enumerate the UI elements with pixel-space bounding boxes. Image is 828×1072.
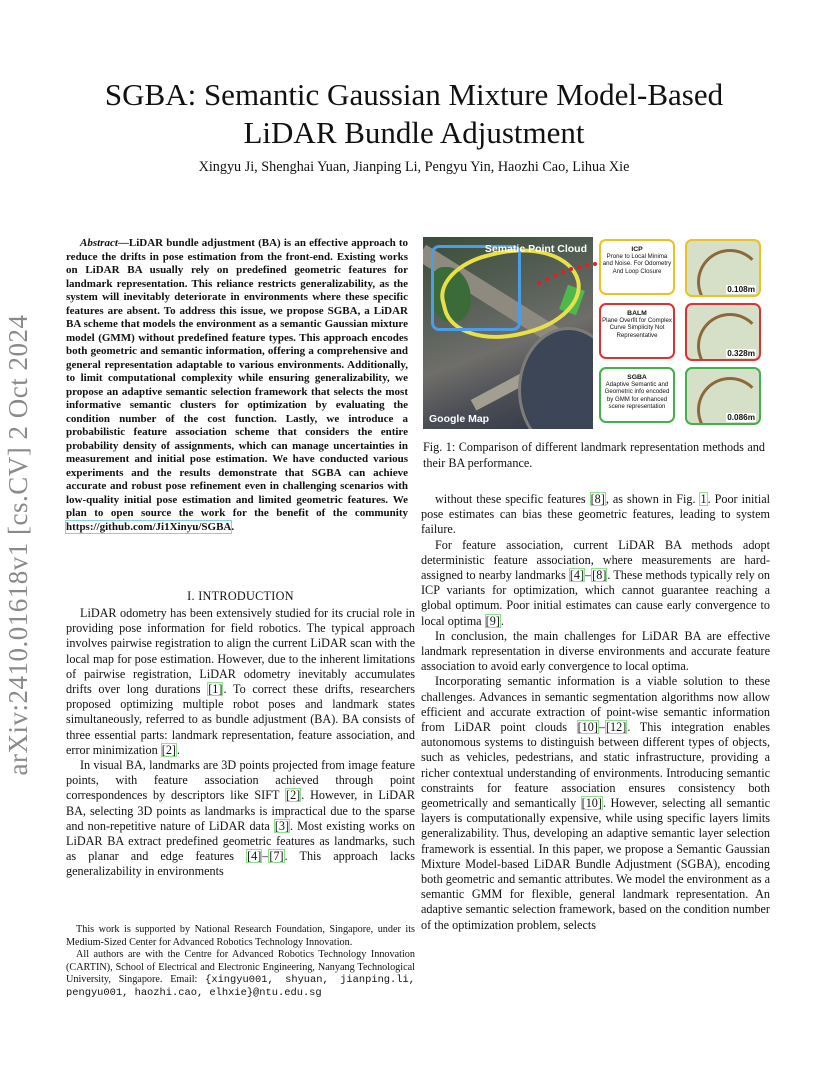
section-numeral: I. [187, 589, 199, 603]
paragraph-text: , as shown in Fig. [605, 492, 700, 506]
paragraph-text: . [176, 742, 181, 757]
citation-link[interactable]: [8] [590, 492, 605, 506]
citation-link[interactable]: [4] [247, 849, 262, 864]
footnote-emails: {xingyu001, shyuan, jianping.li, pengyu001, haozhi.cao, elhxie}@ntu.edu.sg [66, 974, 415, 999]
paragraph [421, 629, 770, 675]
paragraph-text: . However, in LiDAR BA, selecting 3D points as landmarks is impractical due to the sparse and non-repetitive nature of LiDAR data [66, 788, 415, 833]
panel-sgba-title: SGBA [627, 374, 647, 381]
citation-link[interactable]: [7] [269, 849, 284, 864]
citation-link[interactable]: [2] [161, 742, 176, 757]
figure-1 [423, 237, 765, 429]
abstract-text: —LiDAR bundle adjustment (BA) is an effective approach to reduce the drifts in pose estimation from the front-end. Existing works on LiDAR BA usually rely on predefined geometric features for landmark representation. This reliance restricts generalizability, as the system will inevitably deteriorate in environments where these specific features are absent. To address this issue, we propose SGBA, a LiDAR BA scheme that models the environment as a semantic Gaussian mixture model (GMM) without predefined feature types. This approach encodes both geometric and semantic information, offering a comprehensive and general representation adaptable to various environments. Additionally, to limit computational complexity while ensuring generalizability, we propose an adaptive semantic selection framework that selects the most informative semantic clusters for optimization by evaluating the condition number of the cost function. Lastly, we introduce a probabilistic feature association scheme that considers the entire probability density of assignments, which can manage uncertainties in measurement and initial pose estimation. We have conducted various experiments and the results demonstrate that SGBA can achieve accurate and robust pose refinement even in challenging scenarios with low-quality initial pose estimation and limited geometric features. We plan to open source the work for the benefit of the community [66, 237, 408, 519]
footnote-affiliation [66, 949, 415, 999]
footnote-affiliation-text: All authors are with the Centre for Advanced Robotics Technology Innovation (CARTIN), School of Electrical and Electronic Engineering, Nanyang Technological University, Singapore. Email: [66, 949, 415, 986]
panel-balm-view [685, 303, 761, 361]
paragraph-text: LiDAR odometry has been extensively studied for its crucial role in providing pose information for field robotics. The typical approach involves pairwise registration to align the current LiDAR scan with the local map for pose estimation. However, due to the inherent limitations of pairwise registration, LiDAR odometry inevitably accumulates drifts over long durations [66, 606, 415, 697]
citation-link[interactable]: [1] [208, 682, 223, 697]
paragraph [66, 758, 415, 880]
left-column-body [66, 606, 415, 880]
panel-sgba-desc: Adaptive Semantic and Geometric info encoded by GMM for enhanced scene representation [604, 381, 670, 410]
panel-sgba-text [599, 367, 675, 423]
abstract-label: Abstract [80, 237, 118, 249]
panel-icp-error: 0.108m [727, 285, 755, 294]
citation-link[interactable]: [10] [581, 796, 602, 811]
paragraph [66, 606, 415, 758]
panel-balm-error: 0.328m [727, 349, 755, 358]
panel-icp [597, 239, 763, 299]
panel-balm-text [599, 303, 675, 359]
panel-balm-desc: Plane Overfit for Complex Curve Simplicity Not Representative [602, 317, 672, 339]
citation-link[interactable]: [3] [274, 818, 290, 833]
paragraph-text: . This integration enables autonomous systems to distinguish between different types of objects, such as vehicles, pedestrians, and static infrastructure, providing a richer contextual understanding of environments. Introducing semantic constraints for feature association ensures consistency both geometrically and semantically [421, 720, 770, 811]
section-heading-introduction [66, 589, 415, 604]
footnote [66, 924, 415, 1000]
citation-link[interactable]: [2] [286, 788, 301, 803]
paragraph-text: Incorporating semantic information is a viable solution to these challenges. Advances in semantic segmentation algorithms now allow efficient and accurate extraction of point-wise semantic information from LiDAR point clouds [421, 674, 770, 735]
semantic-point-cloud-label: Sematic Point Cloud [484, 243, 587, 255]
citation-link[interactable]: [8] [592, 568, 607, 583]
panel-sgba [597, 367, 763, 427]
paragraph-text: without these specific features [435, 492, 590, 506]
paper-title [60, 76, 768, 152]
paragraph-text: . These methods typically rely on ICP variants for optimization, which cannot guarantee reaching a global optimum. Poor initial estimates can cause early convergence to local optima [421, 568, 770, 628]
paragraph [421, 538, 770, 629]
paragraph-text: – [585, 568, 592, 583]
panel-sgba-error: 0.086m [727, 413, 755, 422]
paragraph-text: In visual BA, landmarks are 3D points projected from image feature points, with feature association achieved through point correspondences by descriptors like SIFT [66, 758, 415, 803]
panel-icp-desc: Prone to Local Minima and Noise. For Odometry And Loop Closure [602, 253, 672, 275]
panel-balm [597, 303, 763, 363]
paragraph-text: For feature association, current LiDAR BA methods adopt deterministic feature association, where measurements are hard-assigned to nearby landmarks [421, 537, 770, 583]
title-line-2: LiDAR Bundle Adjustment [243, 115, 585, 150]
paragraph-text: . Poor initial pose estimates can bias these geometric features, leading to system failure. [421, 492, 770, 537]
figure-caption: Fig. 1: Comparison of different landmark representation methods and their BA performance. [423, 440, 765, 470]
paragraph-text: . This approach lacks generalizability in environments [66, 849, 415, 879]
section-title-rest: NTRODUCTION [202, 589, 294, 603]
building-roof [518, 327, 593, 429]
footnote-funding: This work is supported by National Research Foundation, Singapore, under its Medium-Sized Center for Advanced Robotics Technology Innovation. [66, 924, 415, 948]
paragraph-text: . Most existing works on LiDAR BA extract predefined geometric features as landmarks, such as planar and edge features [66, 818, 415, 864]
github-link[interactable]: https://github.com/Ji1Xinyu/SGBA [66, 520, 232, 533]
title-line-1: SGBA: Semantic Gaussian Mixture Model-Based [104, 77, 724, 112]
paragraph-text: – [598, 720, 605, 735]
abstract [66, 237, 408, 534]
citation-link[interactable]: [12] [606, 720, 627, 735]
paragraph [421, 674, 770, 932]
citation-link[interactable]: [9] [485, 613, 500, 628]
abstract-end: . [231, 520, 235, 533]
selection-box [431, 245, 521, 331]
panel-icp-text [599, 239, 675, 295]
right-column-body [421, 492, 770, 933]
panel-balm-title: BALM [627, 310, 647, 317]
citation-link[interactable]: 1 [700, 492, 707, 506]
citation-link[interactable]: [4] [569, 568, 585, 583]
arxiv-identifier: arXiv:2410.01618v1 [cs.CV] 2 Oct 2024 [3, 314, 33, 776]
paragraph-text: . [500, 613, 504, 628]
paragraph-text: . To correct these drifts, researchers proposed optimizing multiple robot poses and landmark states simultaneously, referred to as bundle adjustment (BA). BA consists of three essential parts: landmark representation, feature association, and error minimization [66, 682, 415, 757]
google-map-label: Google Map [429, 413, 490, 425]
author-list: Xingyu Ji, Shenghai Yuan, Jianping Li, Pengyu Yin, Haozhi Cao, Lihua Xie [198, 159, 630, 175]
panel-sgba-view [685, 367, 761, 425]
section-initial: I [198, 589, 203, 603]
citation-link[interactable]: [10] [577, 720, 598, 735]
paragraph [421, 492, 770, 538]
paragraph-text: . However, selecting all semantic layers is computationally expensive, while using specific layers limits generalizability. Thus, developing an adaptive semantic layer selection framework is essential. In this paper, we propose a Semantic Gaussian Mixture Model-based LiDAR Bundle Adjustment (SGBA), encoding both geometric and semantic attributes. We model the environment as a semantic GMM for flexible, general landmark representation. An adaptive semantic selection framework, based on the condition number of the optimization problem, selects [421, 796, 770, 932]
panel-icp-view [685, 239, 761, 297]
paragraph-text: In conclusion, the main challenges for LiDAR BA are effective landmark representation in diverse environments and accurate feature association to avoid early convergence to local optima. [421, 628, 770, 674]
paragraph-text: – [262, 849, 269, 864]
panel-icp-title: ICP [631, 246, 643, 253]
